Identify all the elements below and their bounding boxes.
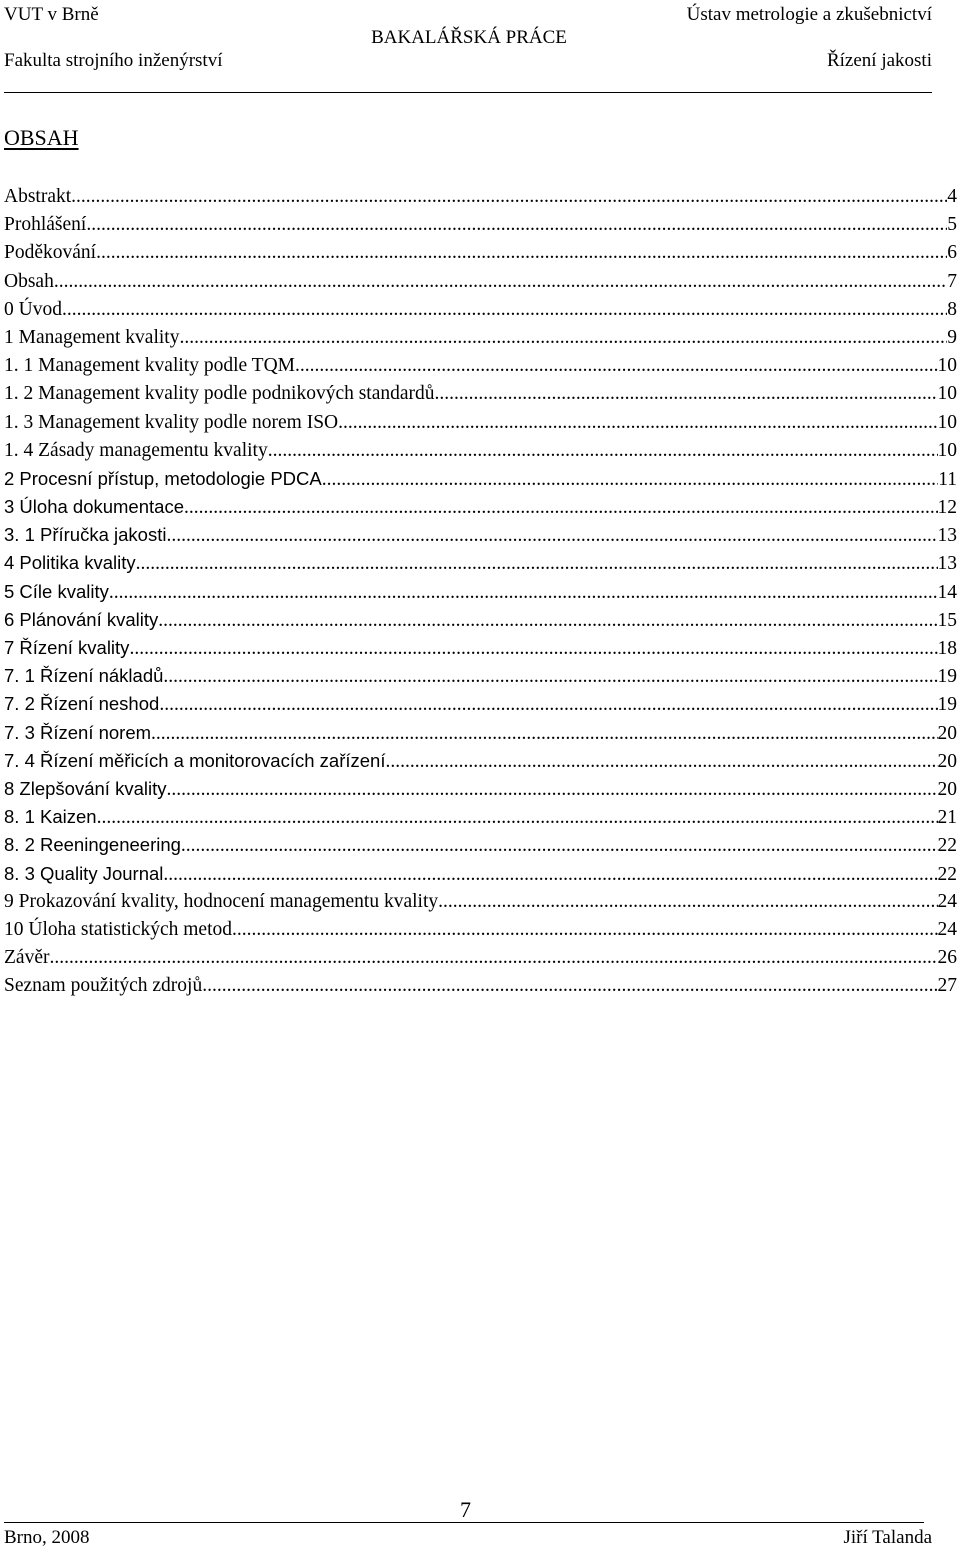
toc-entry[interactable] [4, 549, 957, 577]
toc-entry[interactable] [4, 380, 957, 408]
toc-entry[interactable] [4, 634, 957, 662]
toc-entry-label: Seznam použitých zdrojů [4, 975, 203, 997]
toc-dot-leader [86, 211, 947, 239]
toc-entry[interactable] [4, 211, 957, 239]
toc-entry-label: 9 Prokazování kvality, hodnocení managementu kvality [4, 890, 439, 912]
toc-dot-leader [181, 832, 938, 860]
toc-entry-label: 1. 3 Management kvality podle norem ISO [4, 411, 339, 433]
toc-dot-leader [158, 607, 937, 635]
toc-entry-page: 8 [947, 298, 957, 320]
toc-entry-page: 6 [947, 242, 957, 264]
toc-entry-label: 10 Úloha statistických metod [4, 918, 233, 940]
footer-place-year: Brno, 2008 [4, 1527, 90, 1548]
header-divider [4, 92, 932, 93]
toc-entry-label: 1. 2 Management kvality podle podnikových standardů [4, 383, 435, 405]
toc-dot-leader [166, 776, 937, 804]
toc-dot-leader [96, 239, 947, 267]
toc-entry-label: Poděkování [4, 242, 97, 264]
toc-entry[interactable] [4, 493, 957, 521]
toc-entry-page: 10 [937, 411, 957, 433]
toc-entry[interactable] [4, 690, 957, 718]
toc-dot-leader [295, 352, 937, 380]
toc-entry-label: Závěr [4, 947, 50, 969]
toc-entry-label: 2 Procesní přístup, metodologie PDCA [4, 467, 322, 489]
footer-divider [4, 1522, 924, 1523]
toc-entry-page: 12 [937, 497, 957, 519]
toc-entry[interactable] [4, 860, 957, 888]
toc-entry-label: 7. 2 Řízení neshod [4, 693, 160, 715]
toc-entry-page: 14 [937, 581, 957, 603]
toc-entry-label: 8 Zlepšování kvality [4, 777, 167, 799]
toc-entry-page: 18 [937, 638, 957, 659]
toc-entry-label: 7. 4 Řízení měřicích a monitorovacích zařízení [4, 749, 386, 771]
toc-entry[interactable] [4, 747, 957, 775]
toc-dot-leader [62, 296, 947, 324]
toc-entry-page: 5 [947, 214, 957, 236]
toc-entry[interactable] [4, 888, 957, 916]
toc-dot-leader [163, 663, 937, 691]
toc-entry-page: 24 [937, 890, 957, 912]
toc-dot-leader [109, 579, 938, 607]
toc-entry-page: 7 [947, 270, 957, 292]
toc-entry[interactable] [4, 183, 957, 211]
toc-entry[interactable] [4, 944, 957, 972]
toc-entry[interactable] [4, 296, 957, 324]
toc-entry-label: 7. 1 Řízení nákladů [4, 665, 164, 687]
toc-entry[interactable] [4, 831, 957, 859]
toc-list [4, 183, 957, 1000]
toc-entry-label: 6 Plánování kvality [4, 608, 159, 630]
toc-entry[interactable] [4, 268, 957, 296]
toc-dot-leader [159, 691, 937, 719]
toc-entry-page: 4 [947, 186, 957, 207]
header-doc-type: BAKALÁŘSKÁ PRÁCE [371, 27, 567, 48]
toc-entry-page: 10 [937, 439, 957, 461]
header-university: VUT v Brně [4, 4, 99, 25]
toc-entry-page: 13 [937, 553, 957, 575]
toc-entry-page: 9 [947, 326, 957, 348]
toc-entry[interactable] [4, 775, 957, 803]
toc-dot-leader [151, 720, 937, 748]
toc-dot-leader [71, 183, 947, 211]
toc-entry-label: Obsah [4, 270, 54, 292]
toc-entry[interactable] [4, 662, 957, 690]
toc-entry-page: 20 [937, 722, 957, 744]
toc-entry-page: 24 [937, 918, 957, 940]
toc-entry-label: 7. 3 Řízení norem [4, 721, 152, 743]
toc-entry[interactable] [4, 606, 957, 634]
toc-entry-label: 1. 4 Zásady managementu kvality [4, 439, 268, 461]
toc-dot-leader [338, 409, 937, 437]
toc-entry-page: 26 [937, 947, 957, 969]
toc-entry-label: 7 Řízení kvality [4, 637, 130, 658]
toc-entry-label: 0 Úvod [4, 298, 62, 320]
toc-entry-page: 13 [937, 525, 957, 547]
toc-dot-leader [163, 861, 937, 889]
toc-dot-leader [136, 550, 938, 578]
toc-dot-leader [435, 380, 938, 408]
toc-title: OBSAH [4, 125, 79, 150]
toc-entry-label: 8. 1 Kaizen [4, 806, 97, 828]
toc-entry[interactable] [4, 324, 957, 352]
header-faculty: Fakulta strojního inženýrství [4, 50, 223, 71]
page-number: 7 [460, 1497, 471, 1522]
toc-dot-leader [322, 466, 938, 494]
toc-dot-leader [385, 748, 937, 776]
toc-entry-page: 20 [937, 778, 957, 800]
toc-entry-label: Prohlášení [4, 214, 87, 236]
header-topic: Řízení jakosti [826, 50, 932, 71]
toc-dot-leader [166, 522, 937, 550]
toc-entry-page: 19 [937, 694, 957, 716]
toc-dot-leader [129, 635, 937, 663]
toc-entry-label: Abstrakt [4, 186, 72, 207]
toc-entry-label: 8. 2 Reeningeneering [4, 834, 181, 856]
toc-dot-leader [97, 804, 938, 832]
toc-entry-page: 10 [937, 383, 957, 405]
toc-entry[interactable] [4, 409, 957, 437]
toc-dot-leader [268, 437, 938, 465]
toc-entry-label: 8. 3 Quality Journal [4, 862, 164, 884]
toc-entry[interactable] [4, 465, 957, 493]
toc-entry[interactable] [4, 578, 957, 606]
toc-entry-label: 5 Cíle kvality [4, 580, 109, 602]
toc-entry-page: 21 [937, 807, 957, 829]
toc-entry[interactable] [4, 239, 957, 267]
toc-entry[interactable] [4, 803, 957, 831]
toc-dot-leader [49, 944, 937, 972]
toc-entry-label: 1 Management kvality [4, 326, 180, 348]
toc-dot-leader [184, 494, 938, 522]
toc-dot-leader [179, 324, 947, 352]
toc-entry-label: 1. 1 Management kvality podle TQM [4, 355, 296, 377]
toc-dot-leader [438, 888, 937, 916]
toc-entry-page: 11 [938, 468, 957, 490]
toc-entry-page: 27 [937, 975, 957, 997]
toc-entry-page: 19 [937, 666, 957, 688]
toc-entry[interactable] [4, 437, 957, 465]
toc-entry-label: 4 Politika kvality [4, 552, 136, 574]
toc-entry-page: 10 [937, 355, 957, 377]
toc-dot-leader [54, 268, 947, 296]
toc-dot-leader [202, 972, 937, 1000]
toc-entry[interactable] [4, 916, 957, 944]
toc-entry[interactable] [4, 352, 957, 380]
footer-author: Jiří Talanda [843, 1527, 932, 1548]
toc-entry[interactable] [4, 521, 957, 549]
toc-entry[interactable] [4, 719, 957, 747]
toc-entry[interactable] [4, 972, 957, 1000]
toc-entry-page: 22 [937, 863, 957, 885]
toc-dot-leader [232, 916, 937, 944]
toc-entry-page: 22 [937, 835, 957, 857]
toc-entry-page: 20 [937, 750, 957, 772]
toc-entry-page: 15 [937, 609, 957, 631]
header-institute: Ústav metrologie a zkušebnictví [686, 4, 932, 25]
toc-entry-label: 3. 1 Příručka jakosti [4, 524, 167, 546]
toc-entry-label: 3 Úloha dokumentace [4, 496, 184, 518]
